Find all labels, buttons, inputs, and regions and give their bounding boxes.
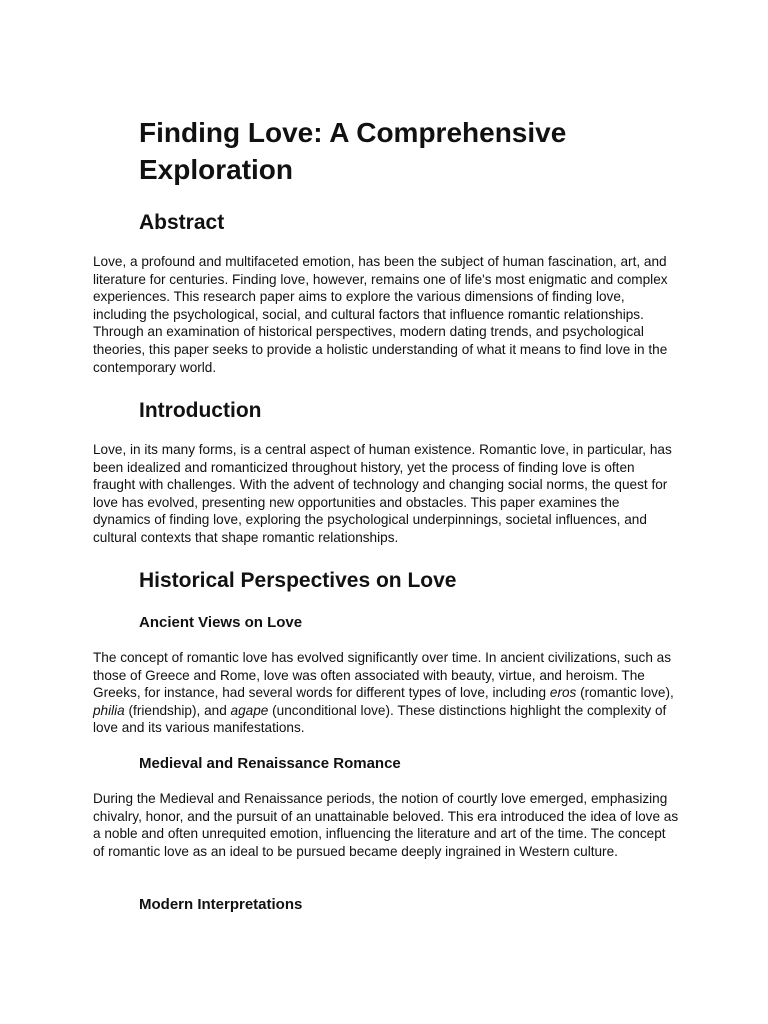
page-title: Finding Love: A Comprehensive Exploration — [139, 117, 567, 185]
modern-interpretations-heading: Modern Interpretations — [139, 896, 303, 913]
ancient-text-2: (romantic love), — [576, 685, 674, 701]
abstract-heading: Abstract — [139, 211, 225, 234]
ancient-views-paragraph — [93, 649, 679, 737]
ancient-views-heading: Ancient Views on Love — [139, 614, 303, 631]
ancient-text-4: (unconditional love). These distinctions highlight the complexity of love and its various manifestations. — [93, 702, 667, 736]
ancient-text-1: The concept of romantic love has evolved significantly over time. In ancient civilizations, such as those of Greece and Rome, love was often associated with beauty, virtue, and heroism. The Greeks, for instance, had several words for different types of love, including — [93, 650, 672, 701]
introduction-paragraph: Love, in its many forms, is a central aspect of human existence. Romantic love, in particular, has been idealized and romanticized throughout history, yet the process of finding love is often fraught with challenges. With the advent of technology and changing social norms, the quest for love has evolved, presenting new opportunities and obstacles. This paper examines the dynamics of finding love, exploring the psychological underpinnings, societal influences, and cultural contexts that shape romantic relationships. — [93, 442, 672, 545]
introduction-heading: Introduction — [139, 399, 262, 422]
historical-perspectives-heading: Historical Perspectives on Love — [139, 569, 457, 592]
medieval-renaissance-paragraph: During the Medieval and Renaissance periods, the notion of courtly love emerged, emphasizing chivalry, honor, and the pursuit of an unattainable beloved. This era introduced the idea of love as a noble and often unrequited emotion, influencing the literature and art of the time. The concept of romantic love as an ideal to be pursued became deeply ingrained in Western culture. — [93, 791, 679, 859]
term-philia: philia — [93, 702, 125, 718]
term-eros: eros — [549, 685, 577, 701]
medieval-renaissance-heading: Medieval and Renaissance Romance — [139, 755, 401, 772]
abstract-paragraph: Love, a profound and multifaceted emotion, has been the subject of human fascination, art, and literature for centuries. Finding love, however, remains one of life's most enigmatic and complex experiences. This research paper aims to explore the various dimensions of finding love, including the psychological, social, and cultural factors that influence romantic relationships. Through an examination of historical perspectives, modern dating trends, and psychological theories, this paper seeks to provide a holistic understanding of what it means to find love in the contemporary world. — [93, 254, 668, 375]
ancient-text-3: (friendship), and — [124, 702, 231, 718]
term-agape: agape — [230, 702, 269, 718]
